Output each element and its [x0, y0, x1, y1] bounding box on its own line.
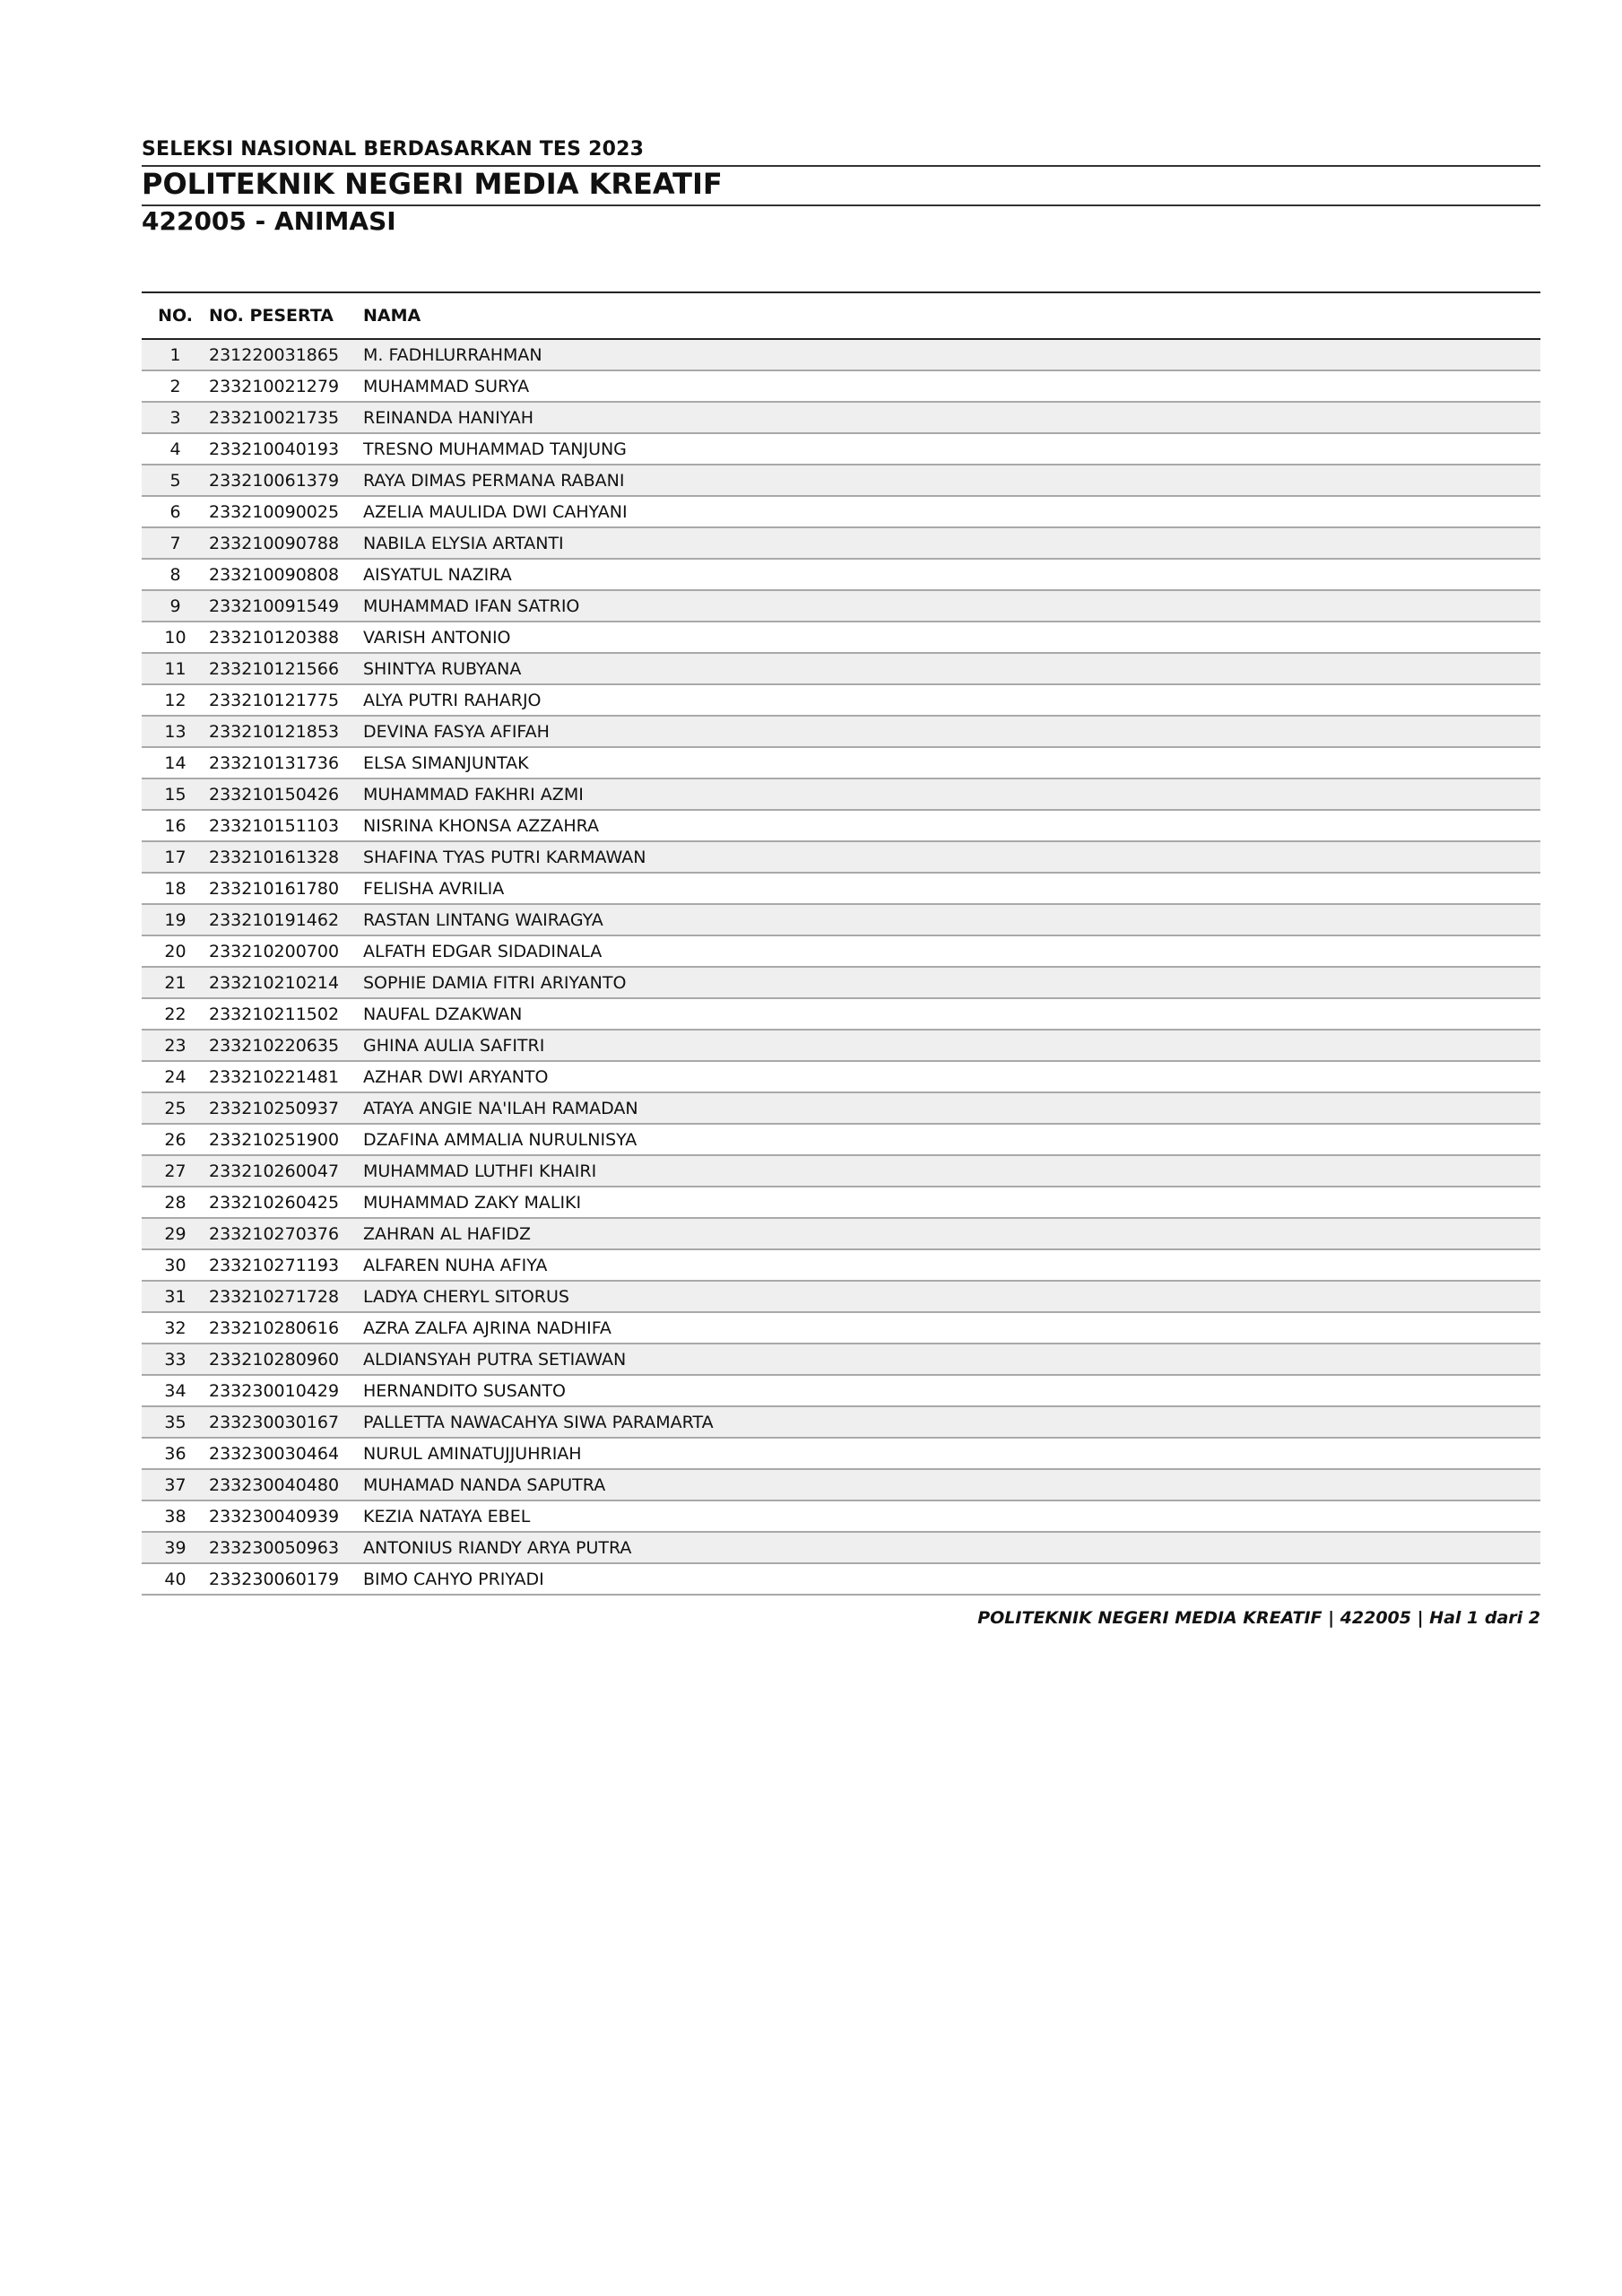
column-header-nama: NAMA [363, 306, 421, 326]
participant-name: SOPHIE DAMIA FITRI ARIYANTO [363, 972, 627, 993]
participant-number: 233210161780 [209, 878, 340, 899]
participant-number: 233210040193 [209, 439, 340, 459]
table-row [142, 842, 1540, 874]
row-number: 14 [164, 752, 186, 773]
table-row [142, 1282, 1540, 1313]
participant-name: VARISH ANTONIO [363, 627, 511, 648]
row-number: 37 [164, 1474, 186, 1495]
row-number: 32 [164, 1318, 186, 1338]
table-row [142, 1470, 1540, 1501]
participant-number: 233210250937 [209, 1098, 340, 1118]
row-number: 20 [164, 941, 186, 961]
participant-number: 233210260425 [209, 1192, 340, 1213]
participant-number: 233230010429 [209, 1380, 340, 1401]
participant-name: AISYATUL NAZIRA [363, 564, 512, 585]
participant-number: 233210090788 [209, 533, 340, 553]
row-number: 24 [164, 1066, 186, 1087]
participant-name: MUHAMAD NANDA SAPUTRA [363, 1474, 606, 1495]
table-body [142, 340, 1540, 1596]
participant-number: 233210021279 [209, 376, 340, 396]
row-number: 8 [169, 564, 181, 585]
participant-name: RAYA DIMAS PERMANA RABANI [363, 470, 625, 491]
participant-number: 233210090808 [209, 564, 340, 585]
row-number: 21 [164, 972, 186, 993]
participant-name: NISRINA KHONSA AZZAHRA [363, 815, 600, 836]
row-number: 10 [164, 627, 186, 648]
participant-number: 233210131736 [209, 752, 340, 773]
participant-name: NABILA ELYSIA ARTANTI [363, 533, 564, 553]
table-row [142, 654, 1540, 685]
participant-name: MUHAMMAD LUTHFI KHAIRI [363, 1161, 597, 1181]
participant-number: 233210200700 [209, 941, 340, 961]
table-row [142, 340, 1540, 371]
participant-name: ALFAREN NUHA AFIYA [363, 1255, 548, 1275]
row-number: 7 [169, 533, 181, 553]
participant-number: 233210090025 [209, 501, 340, 522]
table-row [142, 779, 1540, 811]
row-number: 15 [164, 784, 186, 804]
participant-name: MUHAMMAD IFAN SATRIO [363, 596, 580, 616]
row-number: 34 [164, 1380, 186, 1401]
participants-table [142, 291, 1540, 1596]
row-number: 23 [164, 1035, 186, 1056]
participant-number: 233210021735 [209, 407, 340, 428]
row-number: 18 [164, 878, 186, 899]
table-row [142, 1187, 1540, 1219]
participant-number: 233230040939 [209, 1506, 340, 1526]
table-row [142, 591, 1540, 622]
participant-number: 233210121853 [209, 721, 340, 742]
table-row [142, 1250, 1540, 1282]
table-row [142, 1439, 1540, 1470]
table-row [142, 717, 1540, 748]
table-header [142, 293, 1540, 338]
participant-name: ZAHRAN AL HAFIDZ [363, 1223, 532, 1244]
participant-name: AZRA ZALFA AJRINA NADHIFA [363, 1318, 612, 1338]
table-row [142, 1564, 1540, 1596]
participant-name: AZHAR DWI ARYANTO [363, 1066, 549, 1087]
participant-name: ANTONIUS RIANDY ARYA PUTRA [363, 1537, 632, 1558]
participant-name: BIMO CAHYO PRIYADI [363, 1569, 544, 1589]
participant-number: 233210120388 [209, 627, 340, 648]
table-row [142, 403, 1540, 434]
participant-number: 233210091549 [209, 596, 340, 616]
row-number: 39 [164, 1537, 186, 1558]
row-number: 2 [169, 376, 181, 396]
participant-name: ALDIANSYAH PUTRA SETIAWAN [363, 1349, 627, 1370]
participant-name: NURUL AMINATUJJUHRIAH [363, 1443, 582, 1464]
participant-name: DEVINA FASYA AFIFAH [363, 721, 550, 742]
table-row [142, 434, 1540, 465]
row-number: 13 [164, 721, 186, 742]
table-row [142, 371, 1540, 403]
row-number: 36 [164, 1443, 186, 1464]
table-row [142, 1219, 1540, 1250]
row-number: 29 [164, 1223, 186, 1244]
column-header-peserta: NO. PESERTA [209, 306, 334, 326]
participant-number: 233210251900 [209, 1129, 340, 1150]
participant-name: DZAFINA AMMALIA NURULNISYA [363, 1129, 638, 1150]
table-row [142, 1156, 1540, 1187]
row-number: 3 [169, 407, 181, 428]
participant-number: 233210061379 [209, 470, 340, 491]
participant-number: 233210191462 [209, 909, 340, 930]
participant-number: 233230060179 [209, 1569, 340, 1589]
row-number: 38 [164, 1506, 186, 1526]
participant-number: 233210151103 [209, 815, 340, 836]
participant-name: NAUFAL DZAKWAN [363, 1004, 523, 1024]
row-number: 30 [164, 1255, 186, 1275]
table-row [142, 1062, 1540, 1093]
table-row [142, 811, 1540, 842]
row-number: 31 [164, 1286, 186, 1307]
participant-name: LADYA CHERYL SITORUS [363, 1286, 569, 1307]
participant-name: RASTAN LINTANG WAIRAGYA [363, 909, 603, 930]
column-header-no: NO. [158, 306, 193, 326]
participant-name: KEZIA NATAYA EBEL [363, 1506, 531, 1526]
row-number: 25 [164, 1098, 186, 1118]
participant-name: MUHAMMAD FAKHRI AZMI [363, 784, 584, 804]
program-title: 422005 - ANIMASI [142, 206, 396, 236]
table-row [142, 560, 1540, 591]
participant-name: ALFATH EDGAR SIDADINALA [363, 941, 603, 961]
table-row [142, 1407, 1540, 1439]
participant-number: 233210220635 [209, 1035, 340, 1056]
participant-name: HERNANDITO SUSANTO [363, 1380, 566, 1401]
participant-number: 233210221481 [209, 1066, 340, 1087]
table-row [142, 936, 1540, 968]
table-row [142, 1376, 1540, 1407]
exam-title: SELEKSI NASIONAL BERDASARKAN TES 2023 [142, 138, 645, 161]
page-footer: POLITEKNIK NEGERI MEDIA KREATIF | 422005 | Hal 1 dari 2 [977, 1608, 1540, 1628]
participant-number: 233210121775 [209, 690, 340, 710]
participant-name: GHINA AULIA SAFITRI [363, 1035, 545, 1056]
participant-number: 233210161328 [209, 847, 340, 867]
row-number: 35 [164, 1412, 186, 1432]
participant-name: ATAYA ANGIE NA'ILAH RAMADAN [363, 1098, 638, 1118]
table-row [142, 685, 1540, 717]
table-row [142, 874, 1540, 905]
table-row [142, 622, 1540, 654]
table-row [142, 528, 1540, 560]
row-number: 28 [164, 1192, 186, 1213]
table-row [142, 1031, 1540, 1062]
table-row [142, 999, 1540, 1031]
participant-number: 231220031865 [209, 344, 340, 365]
participant-number: 233210211502 [209, 1004, 340, 1024]
row-number: 5 [169, 470, 181, 491]
participant-name: AZELIA MAULIDA DWI CAHYANI [363, 501, 628, 522]
row-number: 19 [164, 909, 186, 930]
row-number: 16 [164, 815, 186, 836]
participant-number: 233210121566 [209, 658, 340, 679]
row-number: 11 [164, 658, 186, 679]
participant-name: SHAFINA TYAS PUTRI KARMAWAN [363, 847, 646, 867]
participant-number: 233210271193 [209, 1255, 340, 1275]
row-number: 12 [164, 690, 186, 710]
table-row [142, 1093, 1540, 1125]
institution-title: POLITEKNIK NEGERI MEDIA KREATIF [142, 167, 723, 201]
row-number: 22 [164, 1004, 186, 1024]
table-row [142, 1501, 1540, 1533]
participant-number: 233210150426 [209, 784, 340, 804]
row-number: 33 [164, 1349, 186, 1370]
table-row [142, 465, 1540, 497]
row-number: 17 [164, 847, 186, 867]
participant-number: 233210280616 [209, 1318, 340, 1338]
participant-number: 233210260047 [209, 1161, 340, 1181]
participant-number: 233230050963 [209, 1537, 340, 1558]
participant-number: 233210270376 [209, 1223, 340, 1244]
participant-number: 233230030167 [209, 1412, 340, 1432]
row-number: 40 [164, 1569, 186, 1589]
row-number: 1 [169, 344, 181, 365]
table-row [142, 1125, 1540, 1156]
table-row [142, 748, 1540, 779]
row-number: 6 [169, 501, 181, 522]
participant-name: REINANDA HANIYAH [363, 407, 534, 428]
participant-name: MUHAMMAD ZAKY MALIKI [363, 1192, 582, 1213]
participant-name: M. FADHLURRAHMAN [363, 344, 542, 365]
participant-name: FELISHA AVRILIA [363, 878, 505, 899]
table-row [142, 1344, 1540, 1376]
participant-name: ALYA PUTRI RAHARJO [363, 690, 542, 710]
table-row [142, 497, 1540, 528]
participant-number: 233230030464 [209, 1443, 340, 1464]
participant-name: PALLETTA NAWACAHYA SIWA PARAMARTA [363, 1412, 714, 1432]
table-row [142, 905, 1540, 936]
participant-number: 233230040480 [209, 1474, 340, 1495]
participant-name: ELSA SIMANJUNTAK [363, 752, 529, 773]
row-number: 4 [169, 439, 181, 459]
participant-name: TRESNO MUHAMMAD TANJUNG [363, 439, 627, 459]
participant-number: 233210210214 [209, 972, 340, 993]
row-number: 27 [164, 1161, 186, 1181]
table-row [142, 1533, 1540, 1564]
row-number: 9 [169, 596, 181, 616]
participant-number: 233210271728 [209, 1286, 340, 1307]
participant-name: SHINTYA RUBYANA [363, 658, 522, 679]
participant-number: 233210280960 [209, 1349, 340, 1370]
participant-name: MUHAMMAD SURYA [363, 376, 530, 396]
table-row [142, 968, 1540, 999]
table-row [142, 1313, 1540, 1344]
row-number: 26 [164, 1129, 186, 1150]
